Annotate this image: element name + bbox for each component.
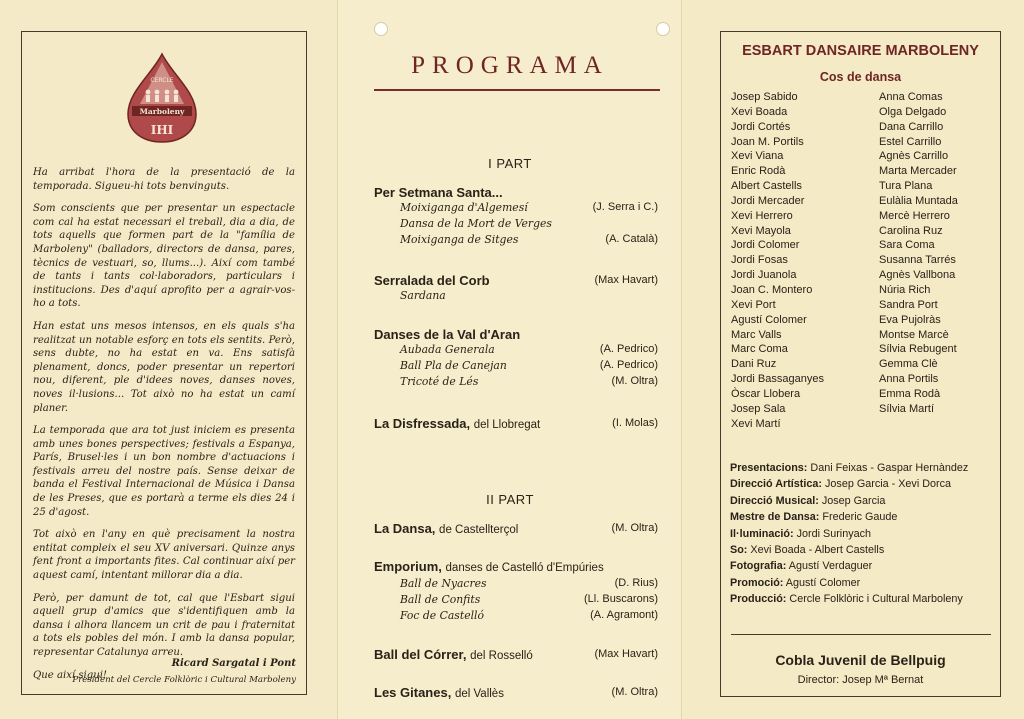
logo-band-text: Marboleny [139, 107, 185, 116]
dancer-name: Jordi Colomer [731, 239, 800, 252]
dancer-name: Jordi Cortés [731, 120, 791, 133]
dancer-name: Sílvia Martí [879, 402, 935, 415]
program-panel [338, 0, 682, 719]
section-title: La Disfressada, [374, 416, 471, 431]
intro-frame [21, 31, 307, 695]
cobla-director: Director: Josep Mª Bernat [797, 674, 924, 686]
section-emporium: Emporium, danses de Castelló d'Empúries Ball de Nyacres (D. Rius) Ball de Confits (Ll. Buscarons) Foc de Castelló (A. Agramont) [374, 558, 664, 625]
dancer-name: Enric Rodà [731, 165, 786, 178]
dancer-name: Tura Plana [879, 180, 933, 193]
program-item: Moixiganga de Sitges (A. Català) [400, 233, 658, 246]
dancer-name: Marta Mercader [879, 165, 957, 178]
program-item: Aubada Generala (A. Pedrico) [400, 343, 658, 356]
program-item: Foc de Castelló (A. Agramont) [400, 609, 658, 622]
credit-line: Il·luminació: Jordi Surinyach [730, 527, 872, 540]
signature-name: Ricard Sargatal i Pont [171, 658, 296, 669]
signature-title: President del Cercle Folklòric i Cultural Marboleny [72, 675, 296, 685]
dancer-name: Sandra Port [879, 298, 938, 311]
program-item: Ball de Confits (Ll. Buscarons) [400, 593, 658, 606]
dancers-column-1 [731, 90, 824, 431]
section-disfressada: La Disfressada, del Llobregat (I. Molas) [374, 416, 658, 431]
program-item: Ball de Nyacres (D. Rius) [400, 577, 658, 590]
dancer-name: Anna Portils [879, 373, 939, 386]
section-gitanes: Les Gitanes, del Vallès (M. Oltra) [374, 685, 658, 700]
intro-paragraph: La temporada que ara tot just iniciem es presenta amb unes bones perspectives; festivals a Espanya, París, Brusel·les i un bon nombre d'actuacions i festivals arreu del nostre país. Sense deixar de banda el Festival Internacional de Música i Dansa de les Preses, que es portarà a terme els dies 24 i 25 d'agost. [33, 425, 295, 518]
credits-frame [720, 31, 1001, 697]
section-title: Per Setmana Santa... [374, 185, 503, 200]
dancer-name: Estel Carrillo [879, 135, 942, 148]
dancer-name: Josep Sala [731, 402, 786, 415]
dancer-name: Jordi Mercader [731, 194, 805, 207]
credit-line: Fotografia: Agustí Verdaguer [730, 560, 873, 573]
intro-paragraph: Han estat uns mesos intensos, en els quals s'ha realitzat un notable esforç en tots els sentits. Però, sens dubte, no ha estat en va. Ens satisfà plenament, doncs, poder presentar un repertori nou, diferent, ple d'idees noves, danses noves, noves il·lusions... Tot això no ha estat un camí planer. [33, 320, 295, 414]
dancer-name: Joan C. Montero [731, 283, 813, 296]
dancer-name: Jordi Fosas [731, 254, 788, 267]
dancer-name: Jordi Juanola [731, 269, 797, 282]
dancer-name: Xevi Viana [731, 150, 784, 163]
dancer-name: Xevi Martí [731, 417, 781, 430]
punch-hole [656, 22, 670, 36]
credit-line: Presentacions: Dani Feixas - Gaspar Hernàndez [730, 462, 969, 474]
part-1-label: I PART [488, 156, 532, 171]
credit-line: Direcció Artística: Josep Garcia - Xevi Dorca [730, 478, 952, 491]
program-item: Moixiganga d'Algemesí (J. Serra i C.) [400, 201, 658, 214]
dancer-name: Marc Coma [731, 343, 788, 356]
intro-paragraph: Però, per damunt de tot, cal que l'Esbart sigui aquell grup d'amics que s'identifiquen amb la dansa i alhora llancem un crit de pau i fraternitat a tots els pobles del món. I amb la dansa popular, representar Catalunya arreu. [33, 592, 295, 658]
section-serralada: Serralada del Corb (Max Havart) Sardana [374, 272, 664, 305]
logo-cercle-text: CERCLE [150, 77, 174, 84]
program-item: Ball Pla de Canejan (A. Pedrico) [400, 359, 658, 372]
intro-paragraph: Som conscients que per presentar un espectacle com cal ha estat necessari el treball, dia a dia, de tots aquells que formen part de la "família de Marboleny" (balladors, directors de dansa, pares, tècnics de vestuari, so, llums...). Així com també de tants i tants col·laboradors, particulars i institucions. Des d'aquí aprofito per a agrair-vos-ho a tots. [33, 203, 295, 310]
section-title: Danses de la Val d'Aran [374, 327, 521, 342]
intro-paragraph: Ha arribat l'hora de la presentació de la temporada. Sigueu-hi tots benvinguts. [33, 167, 295, 192]
dancer-name: Gemma Clè [879, 358, 938, 371]
program-item: Dansa de la Mort de Verges [400, 217, 552, 230]
dancer-name: Joan M. Portils [731, 135, 804, 148]
section-title: Emporium, [374, 559, 442, 574]
section-title: Serralada del Corb [374, 273, 490, 288]
dancer-name: Sara Coma [879, 239, 935, 252]
program-title: PROGRAMA [411, 52, 609, 79]
dancer-name: Dani Ruz [731, 358, 777, 371]
section-setmana-santa [374, 184, 664, 249]
dancer-name: Núria Rich [879, 283, 931, 296]
dancer-name: Marc Valls [731, 328, 782, 341]
dancer-name: Agnès Carrillo [879, 150, 949, 163]
section-title: Ball del Córrer, [374, 647, 467, 662]
dancers-heading: Cos de dansa [819, 70, 902, 84]
section-val-aran [374, 326, 664, 391]
credits-divider [731, 634, 991, 635]
credit-line: Mestre de Dansa: Frederic Gaude [730, 511, 898, 524]
marboleny-logo [126, 52, 198, 144]
dancer-name: Mercè Herrero [879, 209, 950, 222]
dancers-column-2 [879, 90, 958, 417]
dancer-name: Eulàlia Muntada [879, 194, 958, 207]
dancer-name: Agustí Colomer [731, 313, 807, 326]
program-item: Tricoté de Lés (M. Oltra) [400, 375, 658, 388]
group-title: ESBART DANSAIRE MARBOLENY [742, 43, 979, 59]
section-title: Les Gitanes, [374, 685, 452, 700]
dancer-name: Jordi Bassaganyes [731, 373, 824, 386]
intro-text [33, 166, 295, 691]
credit-line: Promoció: Agustí Colomer [730, 576, 861, 589]
dancer-name: Sílvia Rebugent [879, 343, 957, 356]
dancer-name: Montse Marcè [879, 328, 949, 341]
cobla-name: Cobla Juvenil de Bellpuig [775, 652, 946, 668]
intro-paragraph: Que així sigui! [33, 669, 107, 681]
dancer-name: Eva Pujolràs [879, 313, 941, 326]
program-item: Sardana [400, 289, 446, 302]
credit-line: Producció: Cercle Folklòric i Cultural Marboleny [730, 593, 963, 606]
dancer-name: Agnès Vallbona [879, 269, 956, 282]
signature [72, 658, 296, 685]
logo-bottom-text: IHI [150, 123, 174, 137]
dancer-name: Carolina Ruz [879, 224, 943, 237]
section-la-dansa: La Dansa, de Castellterçol (M. Oltra) [374, 521, 658, 536]
part-2-label: II PART [486, 492, 534, 507]
intro-panel [0, 0, 338, 719]
dancer-name: Xevi Boada [731, 105, 788, 118]
credits-list [730, 460, 1000, 608]
dancer-name: Albert Castells [731, 180, 802, 193]
section-ball-correr: Ball del Córrer, del Rosselló (Max Havart) [374, 647, 658, 662]
credit-line: So: Xevi Boada - Albert Castells [730, 544, 885, 557]
dancer-name: Xevi Mayola [731, 224, 791, 237]
dancer-name: Òscar Llobera [731, 387, 801, 400]
credit-line: Direcció Musical: Josep Garcia [730, 494, 886, 507]
dancer-name: Emma Rodà [879, 387, 941, 400]
dancer-name: Anna Comas [879, 91, 943, 103]
intro-paragraph: Tot això en l'any en què precisament la nostra entitat compleix el seu XV aniversari. Quinze anys fent front a importants fites. Cal continuar així per aquest camí, intentant millorar dia a dia. [33, 529, 295, 582]
punch-hole [374, 22, 388, 36]
dancer-name: Xevi Herrero [731, 209, 793, 222]
dancer-name: Susanna Tarrés [879, 254, 956, 267]
credits-panel [682, 0, 1024, 719]
dancer-name: Dana Carrillo [879, 120, 944, 133]
title-rule [374, 89, 660, 91]
dancer-name: Josep Sabido [731, 91, 798, 103]
dancer-name: Xevi Port [731, 298, 776, 311]
dancer-name: Olga Delgado [879, 105, 947, 118]
section-title: La Dansa, [374, 521, 436, 536]
